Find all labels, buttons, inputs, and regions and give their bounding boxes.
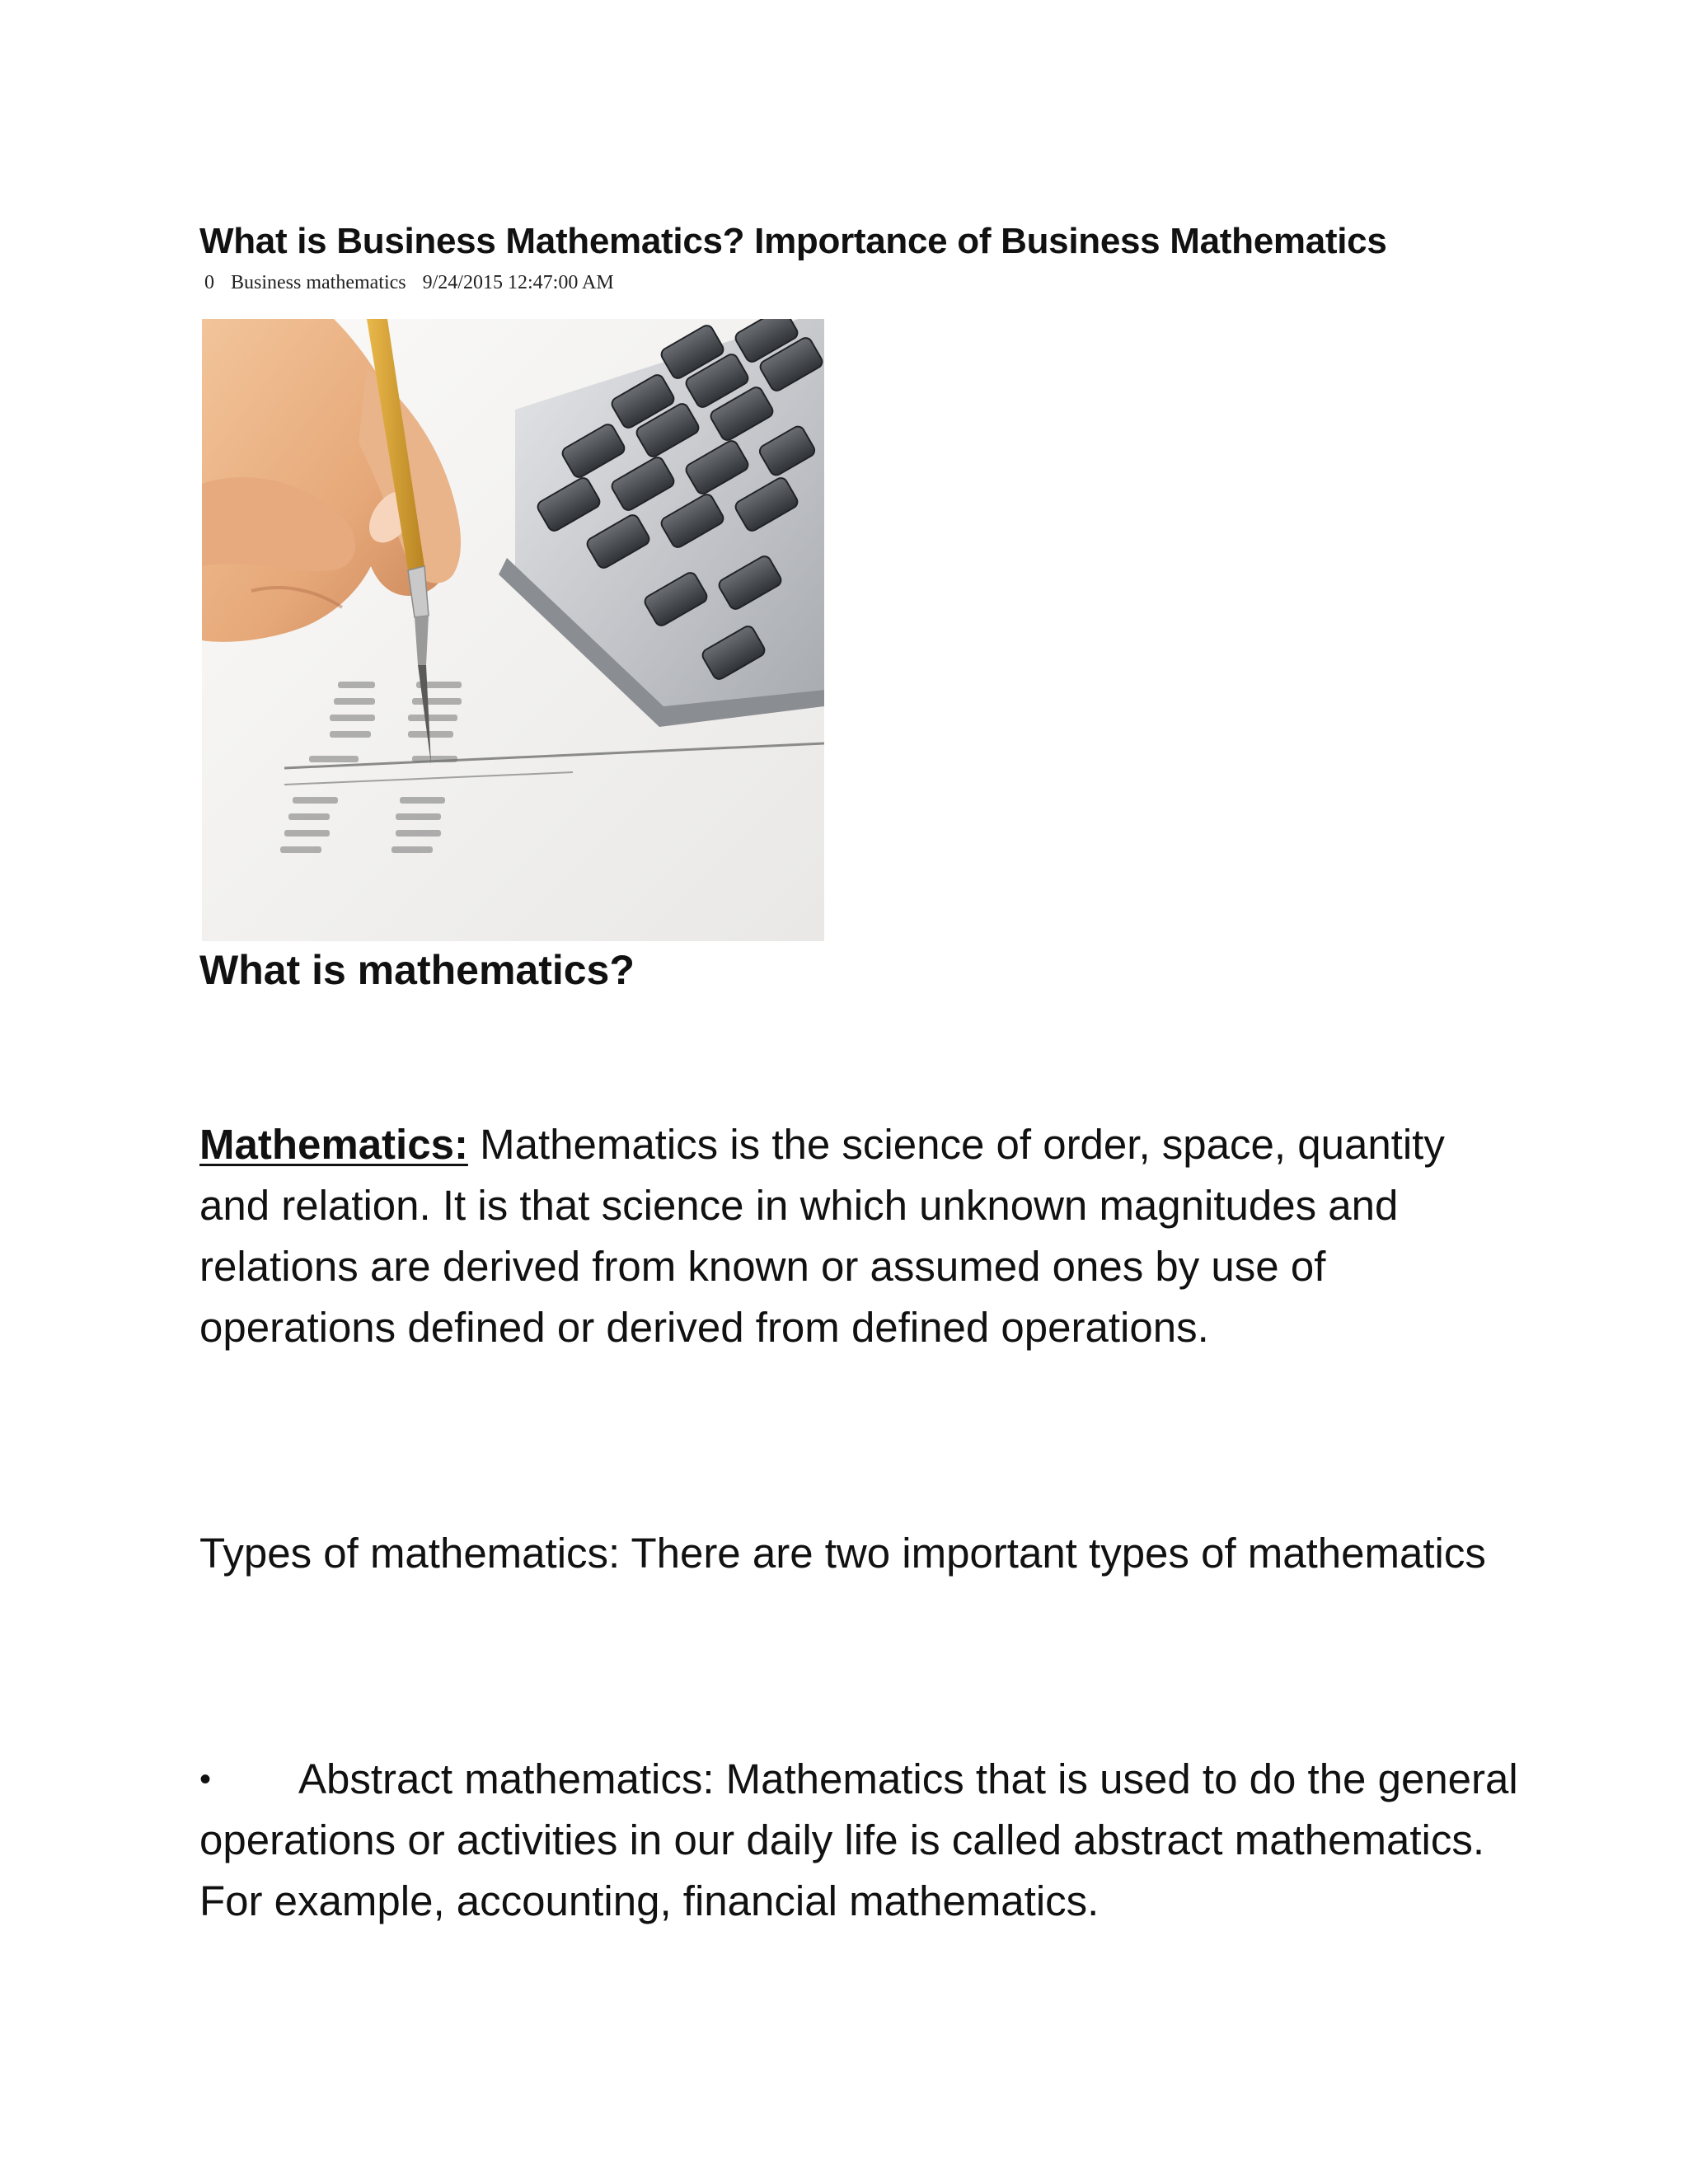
hand-pencil-calculator-image — [202, 319, 824, 941]
section-heading: What is mathematics? — [199, 947, 635, 993]
list-item — [199, 1749, 1518, 1932]
article-photo — [202, 319, 824, 941]
definition-text: Mathematics is the science of order, space, quantity and relation. It is that science in which unknown magnitudes and relations are derived from known or assumed ones by use of operations defined or derived from defined operations. — [199, 1121, 1445, 1351]
article-meta — [204, 272, 626, 294]
category-label: Business mathematics — [231, 272, 406, 293]
types-intro: Types of mathematics: There are two important types of mathematics — [199, 1530, 1486, 1577]
post-timestamp: 9/24/2015 12:47:00 AM — [422, 272, 614, 293]
comment-count: 0 — [204, 272, 214, 293]
definition-term: Mathematics: — [199, 1121, 468, 1168]
definition-paragraph — [199, 1114, 1518, 1358]
article-title: What is Business Mathematics? Importance of Business Mathematics — [199, 221, 1387, 261]
list-item-text: Abstract mathematics: Mathematics that is used to do the general operations or activities in our daily life is called abstract mathematics. For example, accounting, financial mathematics. — [199, 1755, 1518, 1924]
bullet-icon: • — [199, 1761, 212, 1797]
